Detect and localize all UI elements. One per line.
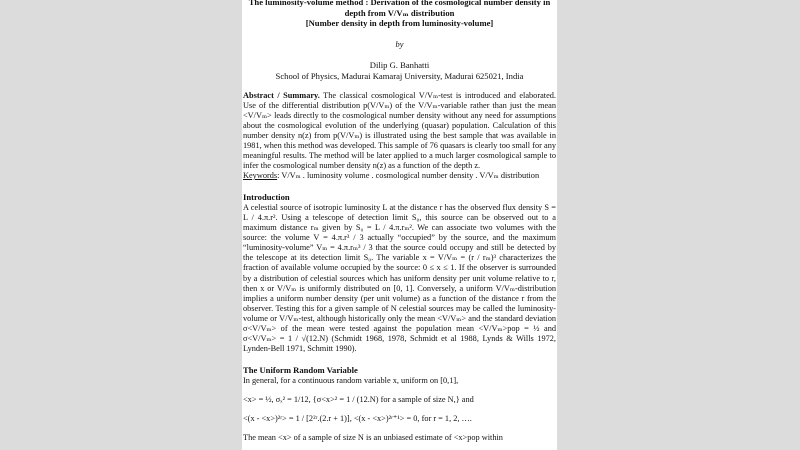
paper-title-line-3: [Number density in depth from luminosity-volume] bbox=[305, 18, 494, 28]
paper-title-line-1: The luminosity-volume method : Derivation of the cosmological number density in bbox=[248, 0, 551, 7]
closing-line: The mean <x> of a sample of size N is an unbiased estimate of <x>pop within bbox=[243, 433, 503, 443]
keywords-text: : V/Vₘ . luminosity volume . cosmological number density . V/Vₘ distribution bbox=[277, 171, 540, 181]
page-content bbox=[243, 0, 556, 443]
abstract-label: Abstract / Summary. bbox=[243, 90, 320, 100]
author-affiliation: School of Physics, Madurai Kamaraj University, Madurai 625021, India bbox=[275, 70, 524, 81]
paper-title-line-2: depth from V/Vₘ distribution bbox=[344, 7, 455, 18]
uniform-variable-heading: The Uniform Random Variable bbox=[243, 365, 358, 376]
uniform-variable-text: In general, for a continuous random variable x, uniform on [0,1], bbox=[243, 375, 459, 385]
abstract bbox=[243, 91, 556, 172]
author-name: Dilip G. Banhatti bbox=[369, 59, 430, 70]
keywords-label: Keywords bbox=[243, 171, 278, 181]
introduction-heading: Introduction bbox=[243, 192, 290, 203]
author-block bbox=[243, 60, 556, 82]
introduction-text: A celestial source of isotropic luminosity L at the distance r has the observed flux density S = L / 4.π.r². Using a telescope of detection limit S₀, this source can be observed out to a maximum distance rₘ given by S₀ = L / 4.π.rₘ². We can associate two volumes with the source: the volume V = 4.π.r³ / 3 actually “occupied” by the source, and the maximum “luminosity-volume” Vₘ = 4.π.rₘ³ / 3 that the source could occupy and still be detected by the telescope at its detection limit S₀. The variable x = V/Vₘ = (r / rₘ)³ characterizes the fraction of available volume occupied by the source: 0 ≤ x ≤ 1. If the observer is surrounded by a distribution of celestial sources which has uniform density per unit volume relative to r, then x or V/Vₘ is uniformly distributed on [0, 1]. Conversely, a uniform V/Vₘ-distribution implies a uniform number density (per unit volume) as a function of the distance r from the observer. Testing this for a given sample of N celestial sources may be called the luminosity-volume or V/Vₘ-test, although historically only the mean <V/Vₘ> and the standard deviation σ<V/Vₘ> of the mean were tested against the population mean <V/Vₘ>pop = ½ and σ<V/Vₘ> = 1 / √(12.N) (Schmidt 1968, 1978, Schmidt et al 1988, Lynds & Wills 1972, Lynden-Bell 1971, Schmitt 1990). bbox=[243, 202, 556, 354]
abstract-text: The classical cosmological V/Vₘ-test is introduced and elaborated. Use of the differential distribution p(V/Vₘ) of the V/Vₘ-variable rather than just the mean <V/Vₘ> leads directly to the cosmological number density without any need for assumptions about the cosmological evolution of the underlying (quasar) population. Calculation of this number density n(z) from p(V/Vₘ) is illustrated using the best sample that was available in 1981, when this method was developed. This sample of 76 quasars is clearly too small for any meaningful results. The method will be later applied to a much larger cosmological sample to infer the cosmological number density n(z) as a function of the depth z. bbox=[243, 90, 556, 171]
equation-1: <x> = ½, σₓ² = 1/12, {σ<x>² = 1 / (12.N) for a sample of size N,} and bbox=[243, 394, 474, 404]
equation-2: <(x - <x>)²ʳ> = 1 / [2²ʳ.(2.r + 1)], <(x - <x>)²ʳ⁺¹> = 0, for r = 1, 2, …. bbox=[243, 413, 472, 423]
keywords bbox=[243, 171, 556, 181]
document-page bbox=[242, 0, 557, 450]
by-line: by bbox=[395, 39, 404, 49]
